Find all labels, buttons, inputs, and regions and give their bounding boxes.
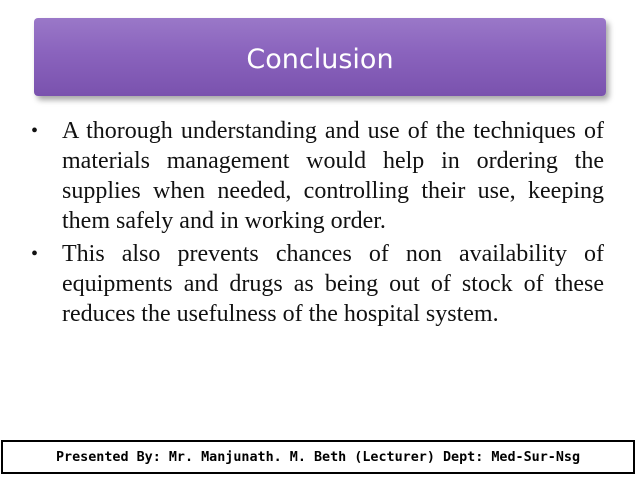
title-banner [34,18,606,96]
footer-text: Presented By: Mr. Manjunath. M. Beth (Lecturer) Dept: Med-Sur-Nsg [55,449,581,465]
presenter-footer [1,440,635,474]
bullet-icon: • [31,243,39,265]
bullet-text: This also prevents chances of non availability of equipments and drugs as being out of stock of these reduces the usefulness of the hospital system. [62,241,604,327]
bullet-text: A thorough understanding and use of the techniques of materials management would help in ordering the supplies when needed, controlling their use, keeping them safely and in working order. [62,118,604,234]
slide-title: Conclusion [246,43,394,75]
bullet-icon: • [31,120,39,142]
bullet-item [28,239,604,329]
bullet-item [28,116,604,236]
bullet-list [28,116,604,332]
